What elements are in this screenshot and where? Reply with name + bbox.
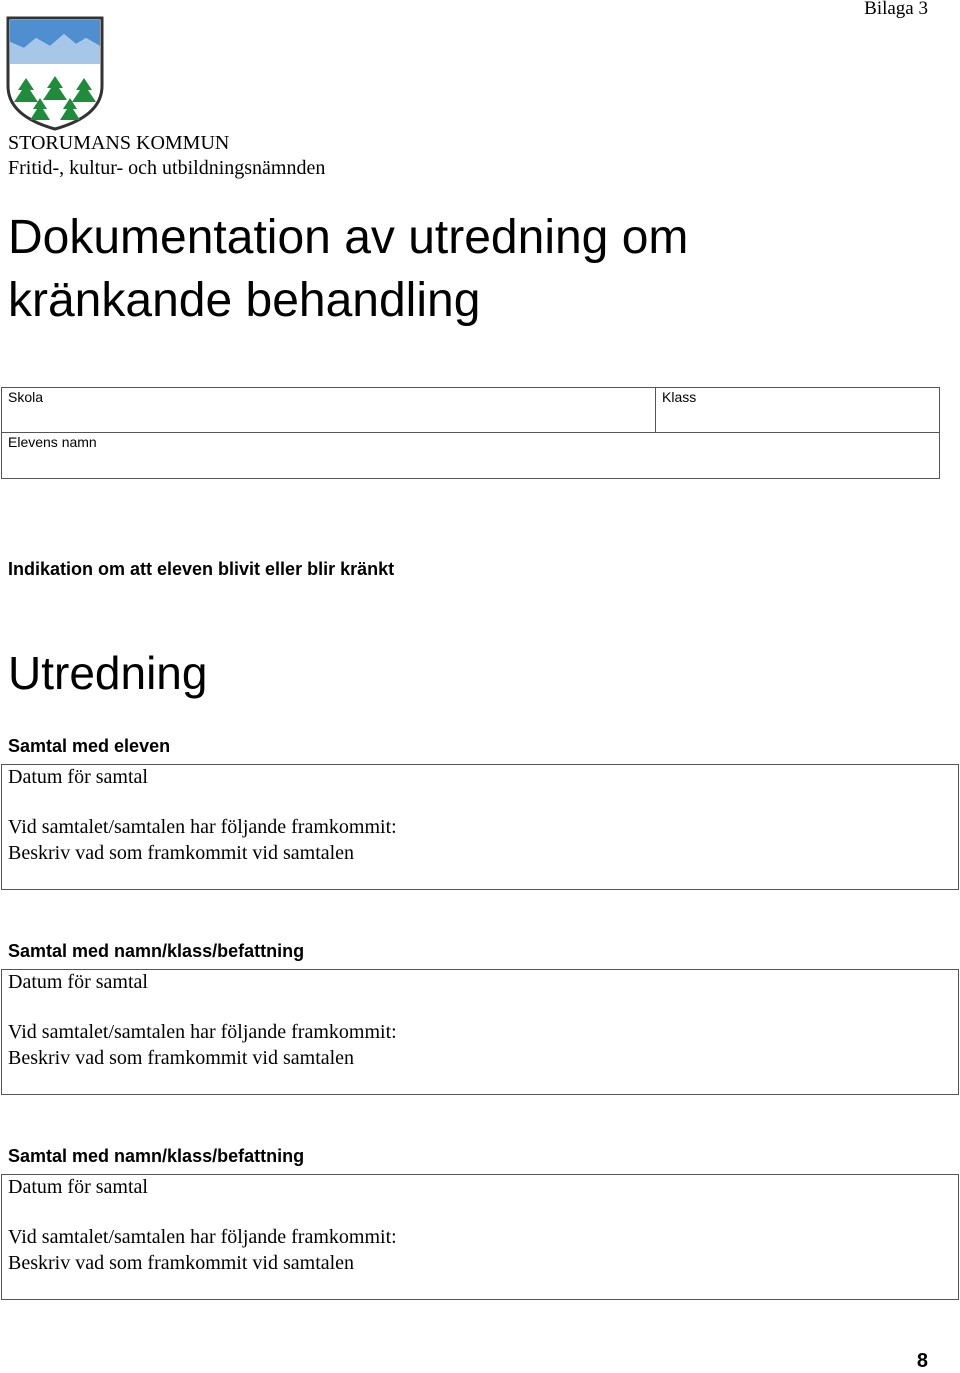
conversation-date-label: Datum för samtal bbox=[8, 1176, 148, 1198]
school-field[interactable] bbox=[2, 388, 656, 433]
conversation-findings-label: Vid samtalet/samtalen har följande framkommit: bbox=[8, 1226, 397, 1248]
conversation-date-label: Datum för samtal bbox=[8, 971, 148, 993]
title-line-2: kränkande behandling bbox=[8, 274, 481, 327]
class-label: Klass bbox=[662, 389, 697, 405]
school-label: Skola bbox=[8, 389, 44, 405]
page-number: 8 bbox=[916, 1350, 928, 1372]
conversation-box[interactable] bbox=[1, 969, 959, 1095]
student-name-label: Elevens namn bbox=[8, 434, 97, 450]
conversation-box[interactable] bbox=[1, 1174, 959, 1300]
conversation-heading: Samtal med eleven bbox=[8, 736, 171, 756]
conversation-heading: Samtal med namn/klass/befattning bbox=[8, 941, 305, 961]
class-field[interactable] bbox=[656, 388, 939, 433]
conversation-date-label: Datum för samtal bbox=[8, 766, 148, 788]
organization-name: STORUMANS KOMMUN bbox=[8, 132, 230, 154]
conversation-heading: Samtal med namn/klass/befattning bbox=[8, 1146, 305, 1166]
conversation-findings-label: Vid samtalet/samtalen har följande framkommit: bbox=[8, 816, 397, 838]
organization-department: Fritid-, kultur- och utbildningsnämnden bbox=[8, 157, 326, 179]
student-info-table bbox=[1, 387, 940, 479]
conversation-box[interactable] bbox=[1, 764, 959, 890]
title-line-1: Dokumentation av utredning om bbox=[8, 211, 689, 264]
conversation-description-label: Beskriv vad som framkommit vid samtalen bbox=[8, 1047, 355, 1069]
coat-of-arms-icon bbox=[6, 16, 104, 131]
document-title bbox=[8, 206, 908, 332]
student-name-field[interactable] bbox=[2, 433, 939, 478]
conversation-findings-label: Vid samtalet/samtalen har följande framkommit: bbox=[8, 1021, 397, 1043]
conversation-description-label: Beskriv vad som framkommit vid samtalen bbox=[8, 1252, 355, 1274]
indication-heading: Indikation om att eleven blivit eller blir kränkt bbox=[8, 559, 395, 579]
appendix-label: Bilaga 3 bbox=[864, 0, 928, 19]
investigation-heading: Utredning bbox=[8, 647, 208, 699]
conversation-description-label: Beskriv vad som framkommit vid samtalen bbox=[8, 842, 355, 864]
